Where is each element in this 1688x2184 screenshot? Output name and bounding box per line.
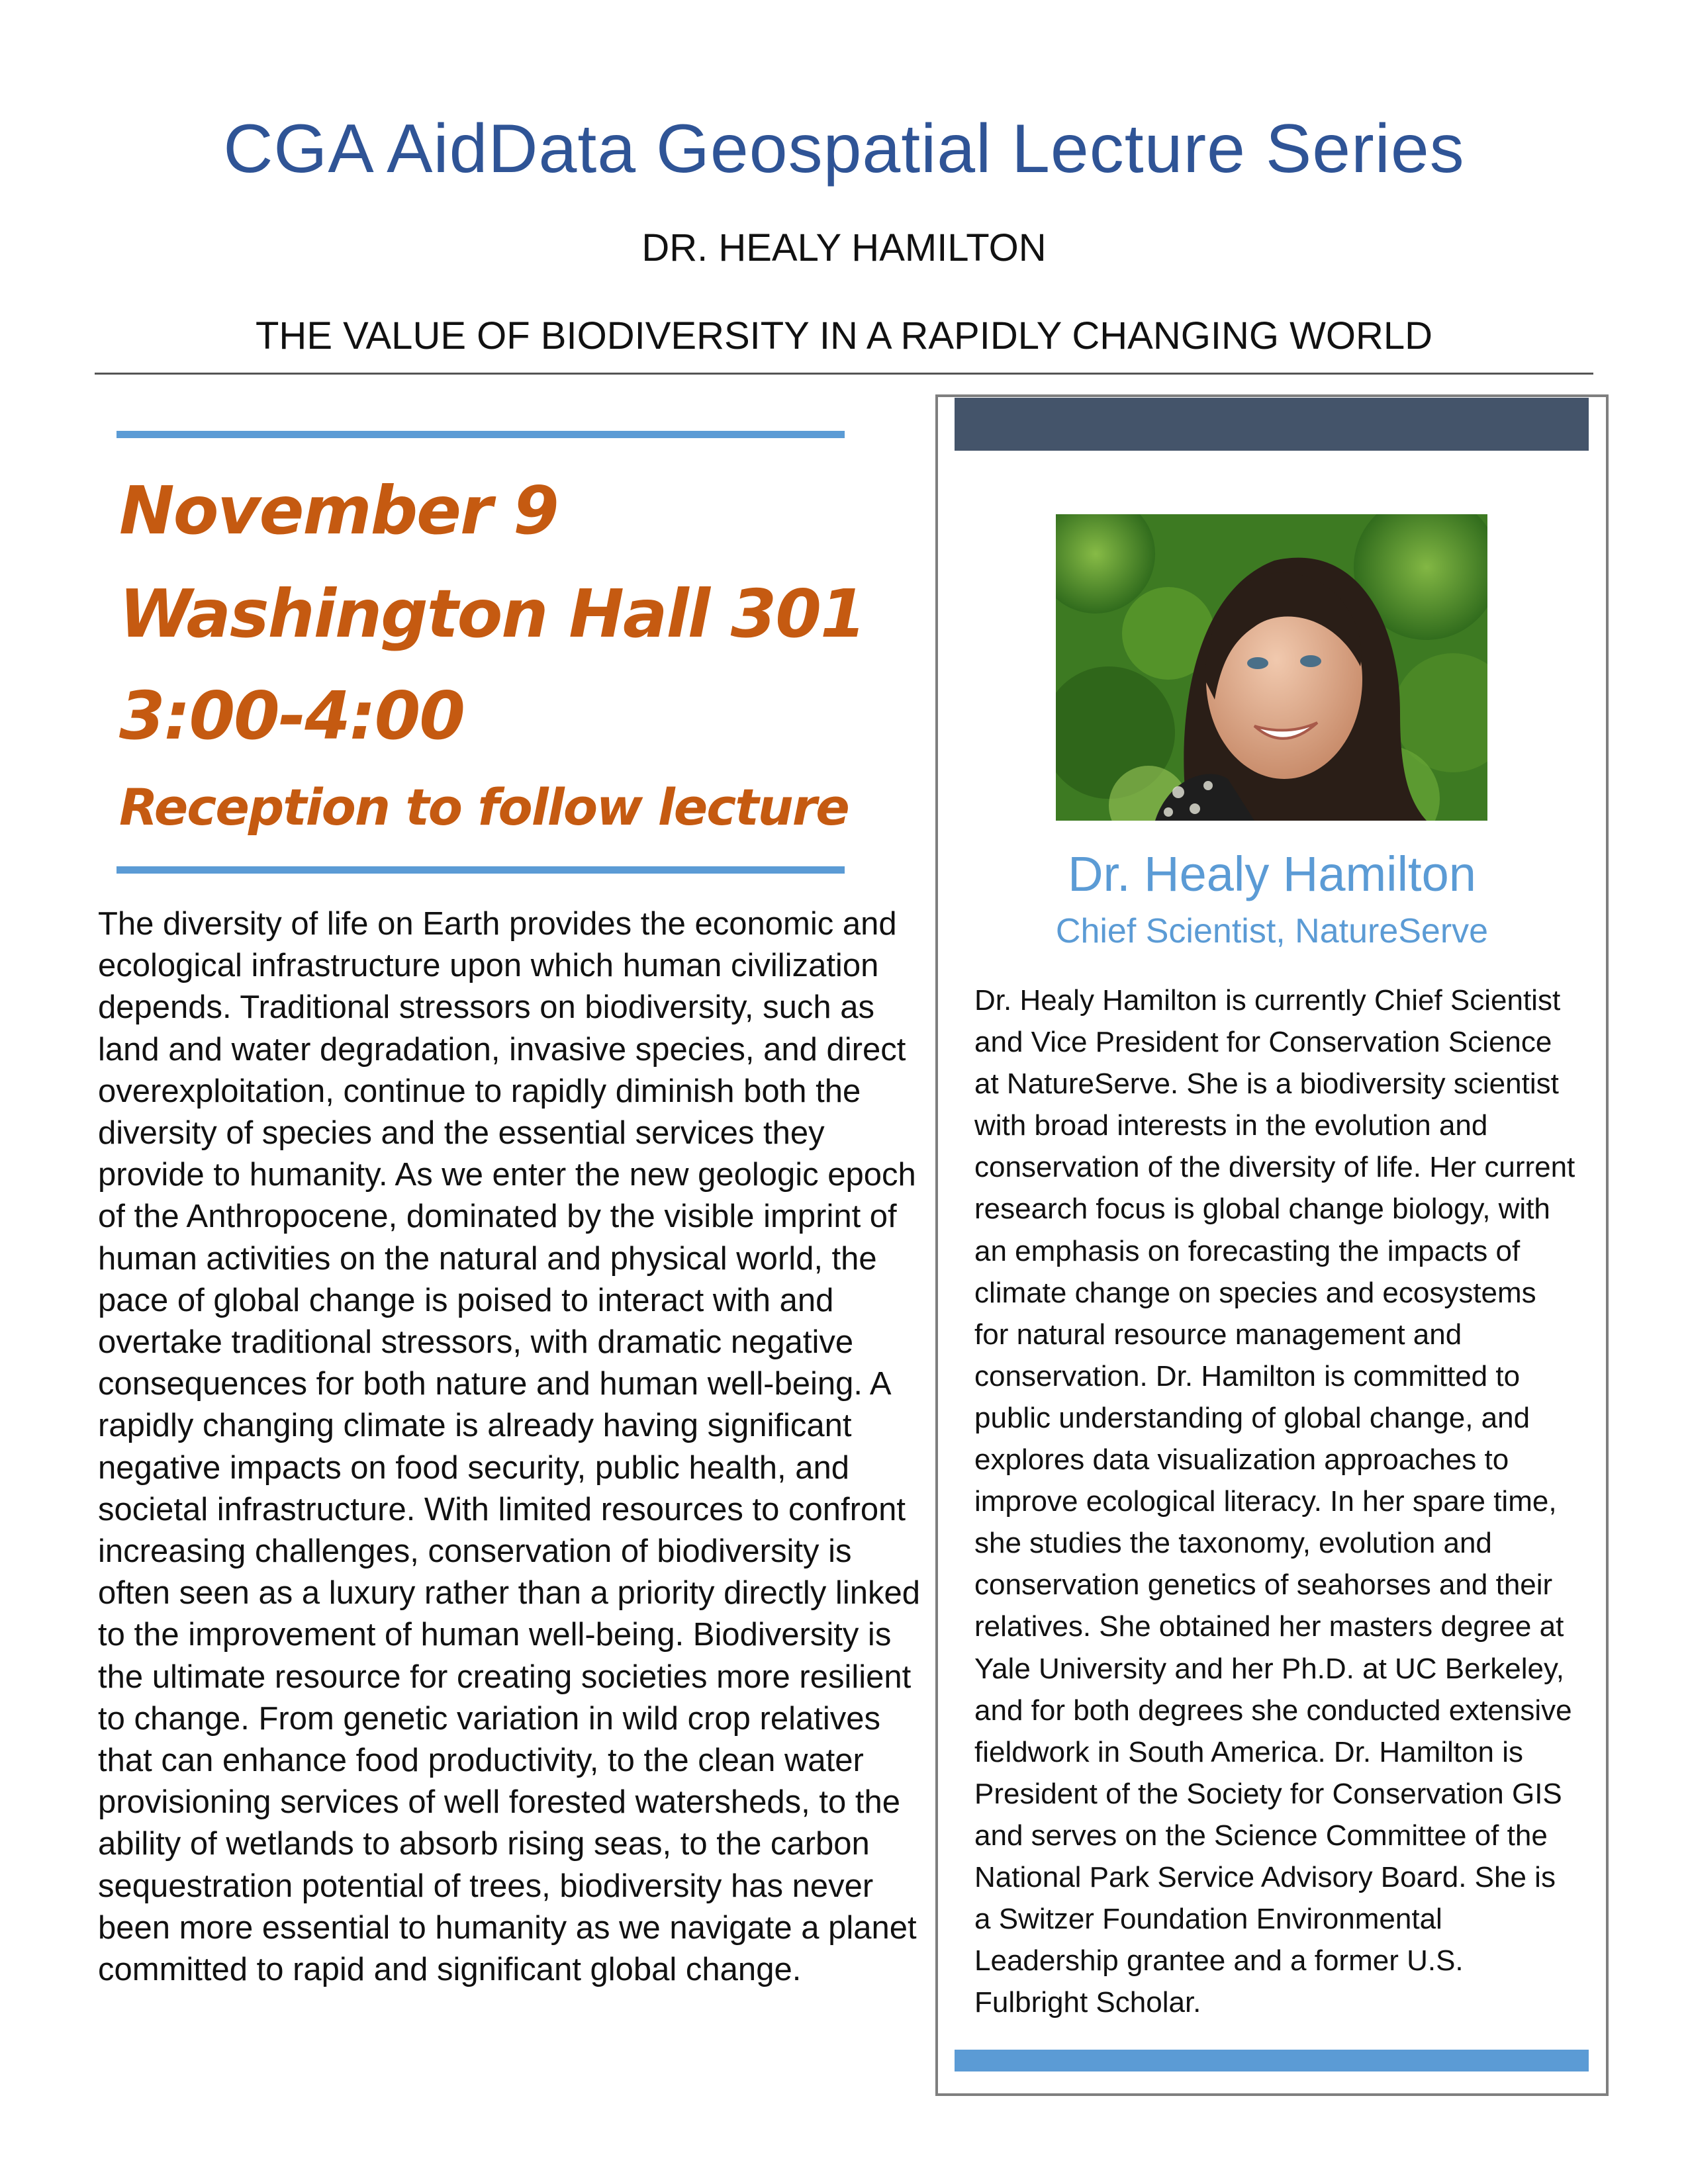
event-bottom-rule: [117, 866, 845, 874]
speaker-heading: [0, 222, 1688, 275]
sidebar-footer-band: [955, 2050, 1589, 2071]
speaker-heading-text: DR. HEALY HAMILTON: [641, 226, 1047, 269]
speaker-photo: [1056, 514, 1487, 821]
speaker-bio: Dr. Healy Hamilton is currently Chief Scientist and Vice President for Conservation Science at NatureServe. She is a biodiversity scientist with broad interests in the evolution and conservation of the diversity of life. Her current research focus is global change biology, with an emphasis on forecasting the impacts of climate change on species and ecosystems for natural resource management and conservation. Dr. Hamilton is committed to public understanding of global change, and explores data visualization approaches to improve ecological literacy. In her spare time, she studies the taxonomy, evolution and conservation genetics of seahorses and their relatives. She obtained her masters degree at Yale University and her Ph.D. at UC Berkeley, and for both degrees she conducted extensive fieldwork in South America. Dr. Hamilton is President of the Society for Conservation GIS and serves on the Science Committee of the National Park Service Advisory Board. She is a Switzer Foundation Environmental Leadership grantee and a former U.S. Fulbright Scholar.: [974, 984, 1575, 2019]
speaker-role: Chief Scientist, NatureServe: [1055, 912, 1489, 950]
event-reception-note: Reception to follow lecture: [119, 778, 849, 837]
lecture-title: [0, 310, 1688, 363]
lecture-series-title: CGA AidData Geospatial Lecture Series: [223, 111, 1465, 187]
speaker-name: Dr. Healy Hamilton: [1068, 846, 1476, 901]
sidebar-header-band: [955, 398, 1589, 451]
event-time: 3:00-4:00: [119, 677, 464, 754]
header-divider: [95, 373, 1593, 375]
lecture-title-text: THE VALUE OF BIODIVERSITY IN A RAPIDLY CHANGING WORLD: [256, 314, 1432, 357]
event-location: Washington Hall 301: [119, 575, 865, 653]
lecture-abstract: The diversity of life on Earth provides the economic and ecological infrastructure upon which human civilization depends. Traditional stressors on biodiversity, such as land and water degradation, invasive species, and direct overexploitation, continue to rapidly diminish both the diversity of species and the essential services they provide to humanity. As we enter the new geologic epoch of the Anthropocene, dominated by the visible imprint of human activities on the natural and physical world, the pace of global change is poised to interact with and overtake traditional stressors, with dramatic negative consequences for both nature and human well-being. A rapidly changing climate is already having significant negative impacts on food security, public health, and societal infrastructure. With limited resources to confront increasing challenges, conservation of biodiversity is often seen as a luxury rather than a priority directly linked to the improvement of human well-being. Biodiversity is the ultimate resource for creating societies more resilient to change. From genetic variation in wild crop relatives that can enhance food productivity, to the clean water provisioning services of well forested watersheds, to the ability of wetlands to absorb rising seas, to the carbon sequestration potential of trees, biodiversity has never been more essential to humanity as we navigate a planet committed to rapid and significant global change.: [98, 906, 920, 1988]
event-top-rule: [117, 431, 845, 438]
event-date: November 9: [119, 472, 558, 549]
